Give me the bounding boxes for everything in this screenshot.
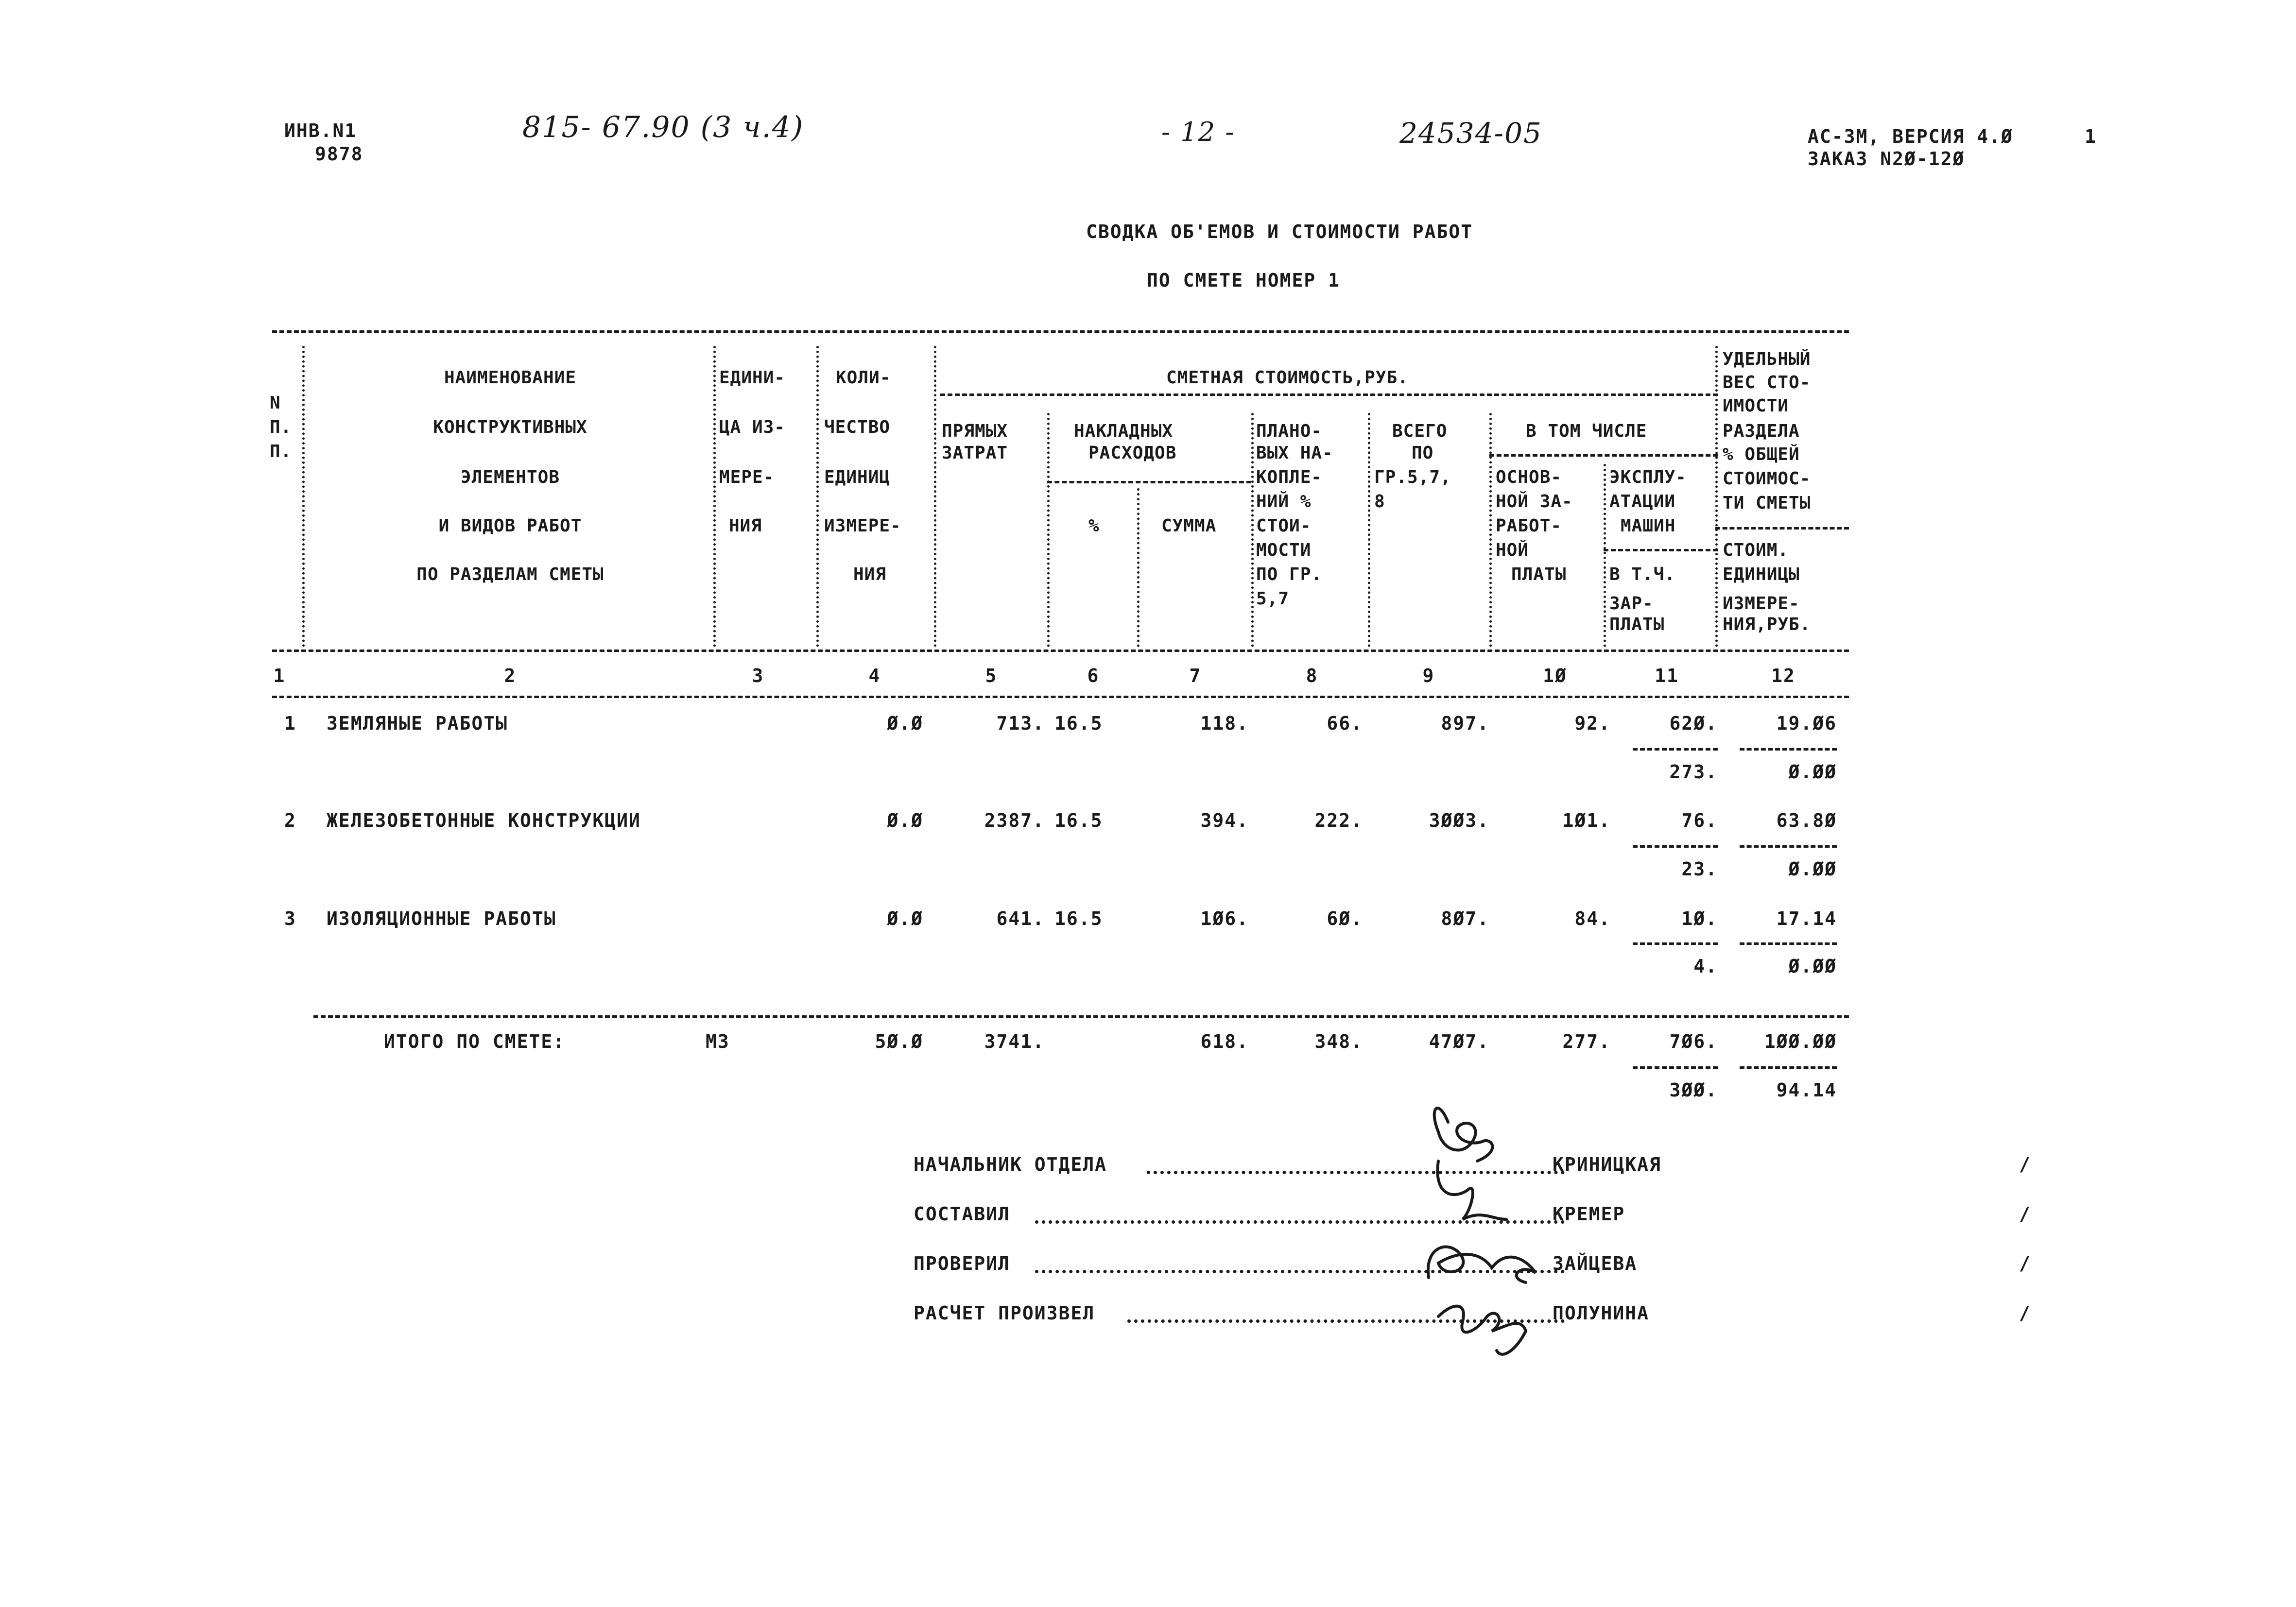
hdr-col10-line: ОСНОВ- [1496,467,1562,487]
totals-subrule [1740,1066,1837,1069]
hdr-col4-line: ЧЕСТВО [824,417,891,437]
hdr-col8-line: МОСТИ [1256,540,1312,560]
col-number: 3 [752,665,764,686]
signature-name: КРЕМЕР [1553,1203,1625,1225]
totals-unit-cost: 94.14 [1776,1079,1837,1101]
col-sep [1251,413,1254,647]
signature-name: ЗАЙЦЕВА [1553,1253,1638,1274]
col-sep [1715,346,1718,647]
hdr-col11-line: В Т.Ч. [1609,564,1676,584]
col12-rule [1715,527,1849,530]
row-number: 1 [284,713,296,734]
hdr-col12-line: НИЯ,РУБ. [1723,615,1811,634]
row-machine-wage: 273. [1669,761,1718,783]
hdr-col12-line: СТОИМОС- [1723,469,1811,489]
totals-rule [313,1015,1849,1018]
col-sep [1047,413,1050,647]
col-number: 7 [1189,665,1202,686]
signature-end-slash: / [2019,1203,2031,1225]
hdr-col9-line: ГР.5,7, [1374,467,1451,487]
hdr-col8-line: ПЛАНО- [1256,421,1323,441]
col-sep [1489,413,1492,647]
numbering-bottom-rule [272,696,1849,698]
hdr-col12-line: % ОБЩЕЙ [1723,444,1800,464]
hdr-col8-line: НИЙ % [1256,492,1312,512]
document-subtitle: ПО СМЕТЕ НОМЕР 1 [1147,270,1341,291]
totals-total: 47Ø7. [1429,1031,1489,1052]
col11-rule [1604,549,1718,551]
handwritten-doc-number: 24534-05 [1399,117,1542,150]
signature-name: КРИНИЦКАЯ [1553,1154,1661,1175]
hdr-col12-line: ИМОСТИ [1723,396,1789,416]
signature-role: ПРОВЕРИЛ [914,1253,1011,1274]
col-number: 4 [868,665,881,686]
col-number: 9 [1422,665,1435,686]
hdr-col12-line: УДЕЛЬНЫЙ [1723,349,1811,369]
signature-end-slash: / [2019,1253,2031,1274]
col-sep [1604,464,1606,647]
row-machines: 76. [1681,810,1718,831]
row-share: 63.8Ø [1776,810,1837,831]
hdr-col10-line: НОЙ ЗА- [1496,492,1573,512]
row-subrule [1633,748,1718,751]
program-version: АС-3М, ВЕРСИЯ 4.Ø [1808,126,2013,147]
row-machines: 62Ø. [1669,713,1718,734]
row-total: 3ØØ3. [1429,810,1489,831]
hdr-col3-line: ЦА ИЗ- [719,417,786,437]
totals-machine-wage: 3ØØ. [1669,1079,1718,1101]
row-subrule [1740,942,1837,945]
hdr-col12-line: ЕДИНИЦЫ [1723,564,1800,584]
hdr-col5-line: ПРЯМЫХ [942,421,1008,441]
col-number: 5 [985,665,998,686]
hdr-col2-line: ПО РАЗДЕЛАМ СМЕТЫ [416,564,604,584]
hdr-col1-line: N [270,393,281,413]
cost-group-rule [940,393,1718,396]
incl-rule [1489,454,1718,457]
document-title: СВОДКА ОБ'ЕМОВ И СТОИМОСТИ РАБОТ [1086,221,1473,242]
hdr-col3-line: НИЯ [729,516,762,536]
hdr-col5-line: ЗАТРАТ [942,443,1008,463]
hdr-col2-line: НАИМЕНОВАНИЕ [444,368,577,388]
hdr-col4-line: ИЗМЕРЕ- [824,516,901,536]
row-pct: 16.5 [1054,810,1103,831]
row-share: 19.Ø6 [1776,713,1837,734]
row-number: 2 [284,810,296,831]
hdr-col3-line: МЕРЕ- [719,467,775,487]
hdr-col1-line: П. [270,442,292,462]
signature-scribble [1437,1161,1506,1219]
hdr-col7: СУММА [1161,516,1217,536]
hdr-col11-line: ПЛАТЫ [1609,615,1665,634]
hdr-col12-line: РАЗДЕЛА [1723,421,1800,441]
hdr-col2-line: КОНСТРУКТИВНЫХ [433,417,587,437]
hdr-col11-line: МАШИН [1621,516,1676,536]
row-unit-cost: Ø.ØØ [1788,761,1837,783]
totals-qty: 5Ø.Ø [875,1031,923,1052]
row-subrule [1740,748,1837,751]
col-sep [934,346,936,647]
row-wage: 92. [1574,713,1611,734]
signature-name: ПОЛУНИНА [1553,1302,1650,1324]
row-name: ЖЕЛЕЗОБЕТОННЫЕ КОНСТРУКЦИИ [327,810,641,831]
handwritten-code: 815- 67.90 (3 ч.4) [522,110,804,144]
row-name: ИЗОЛЯЦИОННЫЕ РАБОТЫ [327,908,556,929]
handwritten-signatures [1409,1088,1584,1360]
totals-direct: 3741. [984,1031,1045,1052]
hdr-col2-line: ЭЛЕМЕНТОВ [460,467,560,487]
hdr-col4-line: НИЯ [853,564,887,584]
signature-scribble [1434,1108,1493,1161]
hdr-col12-line: ВЕС СТО- [1723,373,1811,393]
row-plan: 6Ø. [1327,908,1363,929]
col-sep [302,346,305,647]
col-number: 8 [1306,665,1318,686]
signature-end-slash: / [2019,1302,2031,1324]
col-sep [816,346,819,647]
hdr-col10-line: ПЛАТЫ [1511,564,1567,584]
hdr-col4-line: КОЛИ- [836,368,891,388]
hdr-overhead-line: НАКЛАДНЫХ [1074,421,1174,441]
totals-sum: 618. [1200,1031,1249,1052]
hdr-col2-line: И ВИДОВ РАБОТ [438,516,582,536]
hdr-col11-line: ЗАР- [1609,594,1654,614]
totals-unit: М3 [706,1031,730,1052]
col-sep [1137,488,1139,647]
row-unit-cost: Ø.ØØ [1788,858,1837,880]
row-share: 17.14 [1776,908,1837,929]
signature-scribble [1428,1247,1536,1282]
row-qty: Ø.Ø [887,908,923,929]
row-plan: 222. [1314,810,1363,831]
row-pct: 16.5 [1054,713,1103,734]
page-number: - 12 - [1161,117,1235,147]
signature-role: РАСЧЕТ ПРОИЗВЕЛ [914,1302,1095,1324]
program-page: 1 [2085,126,2097,147]
col-number: 2 [504,665,517,686]
row-sum: 118. [1200,713,1249,734]
hdr-col3-line: ЕДИНИ- [719,368,786,388]
row-qty: Ø.Ø [887,810,923,831]
row-total: 8Ø7. [1441,908,1489,929]
hdr-overhead-line: РАСХОДОВ [1088,443,1177,463]
totals-machines: 7Ø6. [1669,1031,1718,1052]
hdr-col12-line: ИЗМЕРЕ- [1723,594,1800,614]
inventory-number: 9878 [315,143,363,165]
col-number: 12 [1771,665,1795,686]
hdr-col8-line: ПО ГР. [1256,564,1323,584]
hdr-col9-line: ВСЕГО [1392,421,1448,441]
row-wage: 1Ø1. [1562,810,1611,831]
hdr-col12-line: СТОИМ. [1723,540,1789,560]
signature-role: НАЧАЛЬНИК ОТДЕЛА [914,1154,1107,1175]
signature-scribble [1438,1306,1526,1354]
row-number: 3 [284,908,296,929]
row-pct: 16.5 [1054,908,1103,929]
hdr-col9-line: 8 [1374,492,1385,512]
totals-plan: 348. [1314,1031,1363,1052]
hdr-col1-line: П. [270,417,292,437]
hdr-col10-line: НОЙ [1496,540,1529,560]
hdr-col10-line: РАБОТ- [1496,516,1562,536]
row-machine-wage: 23. [1681,858,1718,880]
totals-wage: 277. [1562,1031,1611,1052]
hdr-incl: В ТОМ ЧИСЛЕ [1526,421,1647,441]
hdr-col8-line: ВЫХ НА- [1256,443,1333,463]
row-direct: 713. [996,713,1045,734]
row-plan: 66. [1327,713,1363,734]
signature-role: СОСТАВИЛ [914,1203,1011,1225]
signature-end-slash: / [2019,1154,2031,1175]
col-number: 1Ø [1543,665,1567,686]
hdr-col8-line: КОПЛЕ- [1256,467,1323,487]
row-machines: 1Ø. [1681,908,1718,929]
hdr-col4-line: ЕДИНИЦ [824,467,891,487]
row-sum: 394. [1200,810,1249,831]
hdr-col6: % [1088,516,1100,536]
hdr-col11-line: ЭКСПЛУ- [1609,467,1687,487]
totals-share: 1ØØ.ØØ [1764,1031,1837,1052]
row-machine-wage: 4. [1693,956,1718,977]
hdr-cost-group: СМЕТНАЯ СТОИМОСТЬ,РУБ. [1166,368,1409,388]
row-total: 897. [1441,713,1489,734]
hdr-col8-line: 5,7 [1256,589,1290,609]
row-direct: 2387. [984,810,1045,831]
row-direct: 641. [996,908,1045,929]
hdr-col9-line: ПО [1412,443,1434,463]
order-number: ЗАКАЗ N2Ø-12Ø [1808,148,1965,170]
col-number: 11 [1655,665,1679,686]
hdr-col8-line: СТОИ- [1256,516,1312,536]
row-sum: 1Ø6. [1200,908,1249,929]
totals-label: ИТОГО ПО СМЕТЕ: [384,1031,566,1052]
row-unit-cost: Ø.ØØ [1788,956,1837,977]
inventory-label: ИНВ.N1 [284,120,357,141]
row-subrule [1740,845,1837,848]
row-qty: Ø.Ø [887,713,923,734]
hdr-col11-line: АТАЦИИ [1609,492,1676,512]
row-subrule [1633,845,1718,848]
col-sep [713,346,716,647]
row-name: ЗЕМЛЯНЫЕ РАБОТЫ [327,713,508,734]
row-wage: 84. [1574,908,1611,929]
hdr-col12-line: ТИ СМЕТЫ [1723,493,1811,513]
totals-subrule [1633,1066,1718,1069]
table-top-rule [272,330,1849,333]
overhead-rule [1047,481,1251,483]
col-sep [1368,413,1370,647]
col-number: 6 [1087,665,1100,686]
row-subrule [1633,942,1718,945]
col-number: 1 [273,665,286,686]
header-bottom-rule [272,650,1849,652]
